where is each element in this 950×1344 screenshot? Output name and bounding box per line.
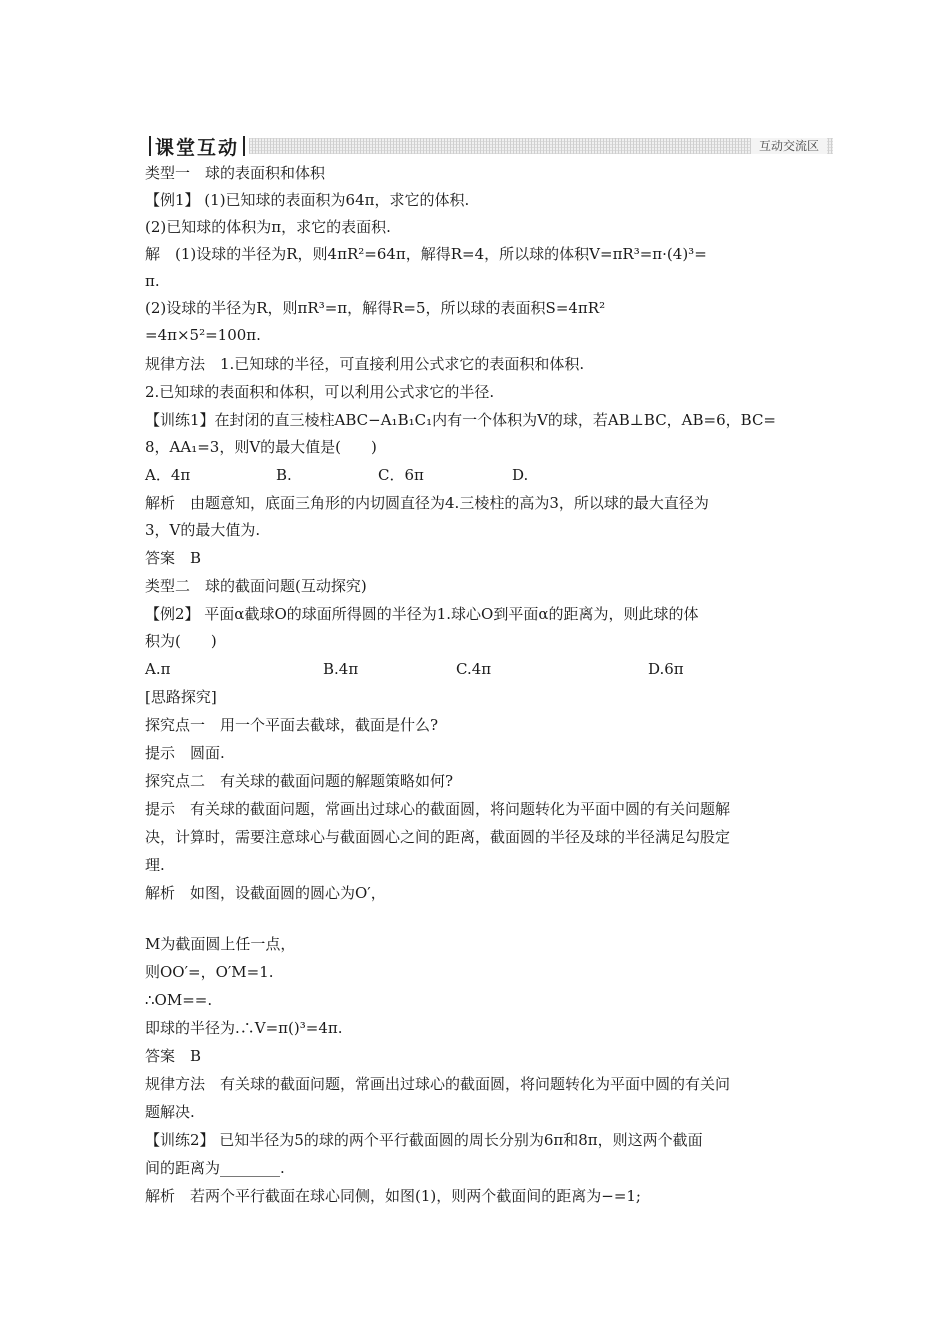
- section-title: [145, 134, 249, 158]
- text-line: π.: [145, 272, 160, 290]
- answer-option: C．6π: [378, 466, 424, 484]
- title-right-bar: [243, 136, 245, 156]
- text-line: 理.: [145, 856, 165, 874]
- text-line: (2)设球的半径为R，则πR³=π，解得R=5，所以球的表面积S=4πR²: [145, 299, 606, 317]
- text-line: 探究点二 有关球的截面问题的解题策略如何?: [145, 772, 454, 790]
- text-line: 间的距离为________.: [145, 1159, 285, 1177]
- text-line: 答案 B: [145, 1047, 202, 1065]
- text-line: M为截面圆上任一点，: [145, 935, 296, 953]
- text-line: 类型二 球的截面问题(互动探究): [145, 577, 367, 595]
- text-line: 提示 有关球的截面问题，常画出过球心的截面圆，将问题转化为平面中圆的有关问题解: [145, 800, 731, 818]
- text-line: 【例2】 平面α截球O的球面所得圆的半径为1.球心O到平面α的距离为，则此球的体: [145, 605, 699, 623]
- answer-option: A.π: [145, 660, 171, 678]
- text-line: 8，AA₁=3，则V的最大值是( ): [145, 438, 377, 456]
- section-title-text: 课堂互动: [155, 136, 240, 159]
- text-line: 规律方法 1.已知球的半径，可直接利用公式求它的表面积和体积.: [145, 355, 585, 373]
- text-line: =4π×5²=100π.: [145, 326, 261, 344]
- text-line: 解析 由题意知，底面三角形的内切圆直径为4.三棱柱的高为3，所以球的最大直径为: [145, 494, 709, 512]
- text-line: 题解决.: [145, 1103, 195, 1121]
- answer-option: A．4π: [145, 466, 191, 484]
- text-line: 探究点一 用一个平面去截球，截面是什么?: [145, 716, 439, 734]
- text-line: 解 (1)设球的半径为R，则4πR²=64π，解得R=4，所以球的体积V=πR³=π·(4)³=: [145, 245, 707, 263]
- answer-option: B.4π: [323, 660, 359, 678]
- header-decoration-stripe: [249, 138, 833, 154]
- text-line: 【训练1】在封闭的直三棱柱ABC−A₁B₁C₁内有一个体积为V的球，若AB⊥BC，AB=6，BC=: [145, 411, 776, 429]
- answer-option: B.: [276, 466, 292, 484]
- text-line: [思路探究]: [145, 688, 217, 706]
- answer-option: D.: [512, 466, 529, 484]
- answer-option: D.6π: [648, 660, 684, 678]
- text-line: ∴OM==.: [145, 991, 213, 1009]
- text-line: 答案 B: [145, 549, 202, 567]
- text-line: 2.已知球的表面积和体积，可以利用公式求它的半径.: [145, 383, 495, 401]
- text-line: 则OO′=，O′M=1.: [145, 963, 274, 981]
- answer-option: C.4π: [456, 660, 492, 678]
- title-left-bar: [149, 136, 151, 156]
- section-header: [145, 134, 833, 158]
- text-line: 【训练2】 已知半径为5的球的两个平行截面圆的周长分别为6π和8π，则这两个截面: [145, 1131, 703, 1149]
- text-line: 解析 若两个平行截面在球心同侧，如图(1)，则两个截面间的距离为−=1;: [145, 1187, 641, 1205]
- text-line: 即球的半径为.∴V=π()³=4π.: [145, 1019, 343, 1037]
- text-line: 【例1】 (1)已知球的表面积为64π，求它的体积.: [145, 191, 470, 209]
- text-line: 提示 圆面.: [145, 744, 225, 762]
- text-line: 规律方法 有关球的截面问题，常画出过球心的截面圆，将问题转化为平面中圆的有关问: [145, 1075, 731, 1093]
- text-line: 类型一 球的表面积和体积: [145, 164, 326, 182]
- section-tag: 互动交流区: [751, 138, 827, 154]
- text-line: 解析 如图，设截面圆的圆心为O′，: [145, 884, 386, 902]
- text-line: 积为( ): [145, 632, 217, 650]
- text-line: (2)已知球的体积为π，求它的表面积.: [145, 218, 391, 236]
- text-line: 3，V的最大值为.: [145, 521, 261, 539]
- text-line: 决，计算时，需要注意球心与截面圆心之间的距离，截面圆的半径及球的半径满足勾股定: [145, 828, 731, 846]
